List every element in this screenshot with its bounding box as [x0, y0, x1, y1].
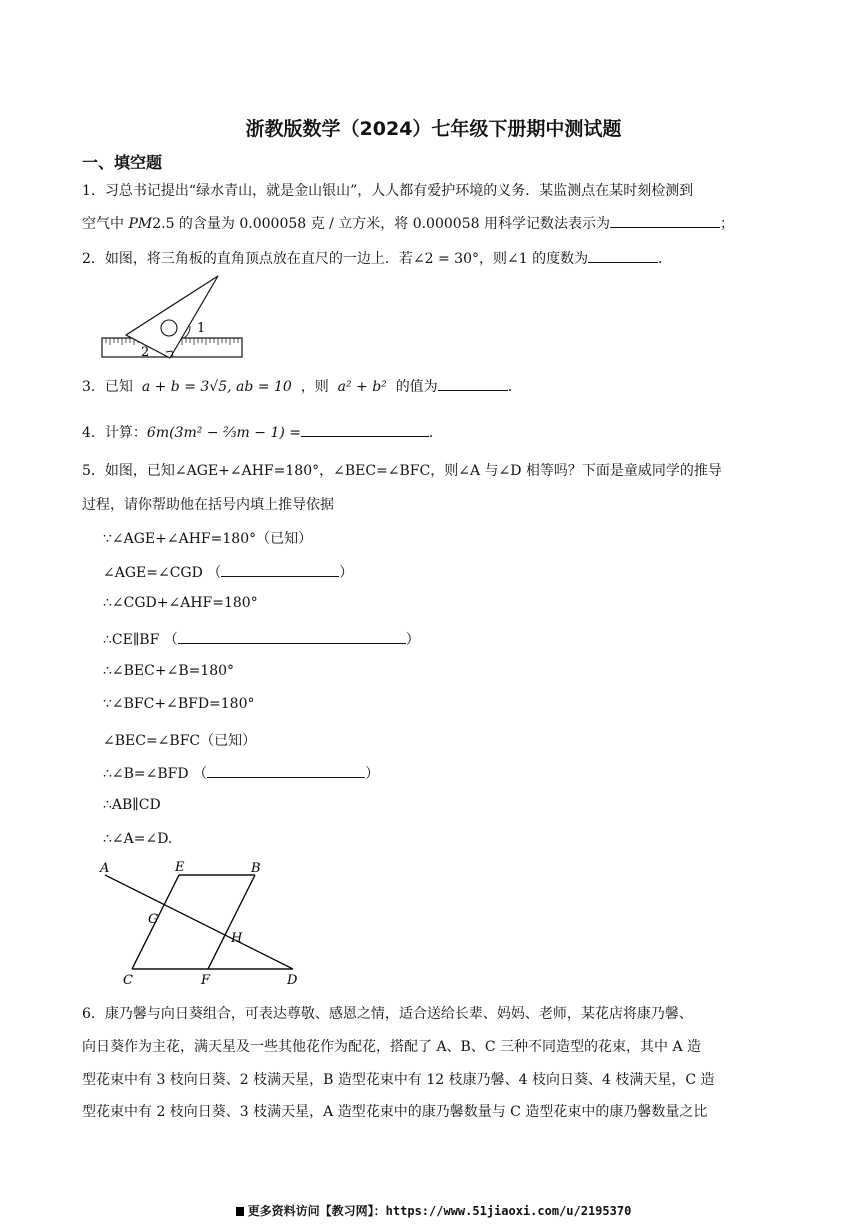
q6-line4: 型花束中有 2 枝向日葵、3 枝满天星，A 造型花束中的康乃馨数量与 C 造型花束中的康乃馨数量之比 [82, 1104, 708, 1120]
q2-figure [98, 272, 246, 364]
q5-blank-1 [221, 562, 339, 577]
q1-answer-blank [610, 213, 720, 228]
label-a: A [100, 861, 110, 876]
label-d: D [287, 973, 298, 988]
line-ad [105, 875, 293, 969]
q2-line: 2．如图，将三角板的直角顶点放在直尺的一边上．若∠2 = 30°，则∠1 的度数为 ． [82, 248, 672, 268]
q5-step-4: ∴CE∥BF （ ） [103, 629, 420, 649]
q5-step-2: ∠AGE=∠CGD （ ） [103, 562, 353, 582]
q5-step-9: ∴AB∥CD [103, 797, 161, 813]
q5-step-1: ∵∠AGE+∠AHF=180°（已知） [103, 531, 313, 547]
label-b: B [251, 861, 261, 876]
q5-step-6: ∵∠BFC+∠BFD=180° [103, 696, 255, 712]
angle2-label: 2 [141, 345, 150, 360]
label-e: E [175, 860, 185, 875]
footer-link[interactable]: 更多资料访问【教习网】：https://www.51jiaoxi.com/u/2195370 [0, 1202, 867, 1219]
q1-line2: 空气中 PM2.5 的含量为 0.000058 克 / 立方米，将 0.000058 用科学记数法表示为 ； [82, 213, 734, 233]
angle1-label: 1 [197, 321, 206, 336]
flag-icon [236, 1207, 244, 1216]
q6-line2: 向日葵作为主花，满天星及一些其他花作为配花，搭配了 A、B、C 三种不同造型的花束，其中 A 造 [82, 1039, 702, 1055]
q4-line: 4．计算：6m(3m² − ⅔m − 1) = ． [82, 422, 443, 442]
q6-line1: 6．康乃馨与向日葵组合，可表达尊敬、感恩之情，适合送给长辈、妈妈、老师，某花店将康乃馨、 [82, 1006, 693, 1022]
page-title: 浙教版数学（2024）七年级下册期中测试题 [245, 118, 622, 140]
segment-bf [208, 875, 255, 969]
q5-step-3: ∴∠CGD+∠AHF=180° [103, 595, 258, 611]
section-heading-fill-in: 一、填空题 [82, 153, 163, 172]
q2-answer-blank [588, 248, 658, 263]
q3-answer-blank [438, 376, 508, 391]
q3-line: 3．已知 a + b = 3√5, ab = 10 ，则 a² + b² 的值为 ． [82, 376, 522, 396]
q5-step-8: ∴∠B=∠BFD （ ） [103, 763, 379, 783]
q5-line2: 过程，请你帮助他在括号内填上推导依据 [82, 497, 334, 513]
q5-step-7: ∠BEC=∠BFC（已知） [103, 733, 257, 749]
q1-line1: 1．习总书记提出“绿水青山，就是金山银山”，人人都有爱护环境的义务．某监测点在某时刻检测到 [82, 183, 694, 199]
q5-figure [95, 855, 310, 990]
q6-line3: 型花束中有 3 枝向日葵、2 枝满天星，B 造型花束中有 12 枝康乃馨、4 枝向日葵、4 枝满天星，C 造 [82, 1072, 715, 1088]
label-h: H [231, 931, 243, 946]
q5-blank-3 [207, 763, 365, 778]
q5-blank-2 [178, 629, 406, 644]
label-f: F [201, 973, 211, 988]
q5-step-5: ∴∠BEC+∠B=180° [103, 663, 235, 679]
q4-answer-blank [301, 422, 429, 437]
label-c: C [123, 973, 133, 988]
label-g: G [148, 912, 159, 927]
q5-line1: 5．如图，已知∠AGE+∠AHF=180°，∠BEC=∠BFC，则∠A 与∠D 相等吗？下面是童威同学的推导 [82, 463, 722, 479]
q5-step-10: ∴∠A=∠D. [103, 831, 173, 847]
